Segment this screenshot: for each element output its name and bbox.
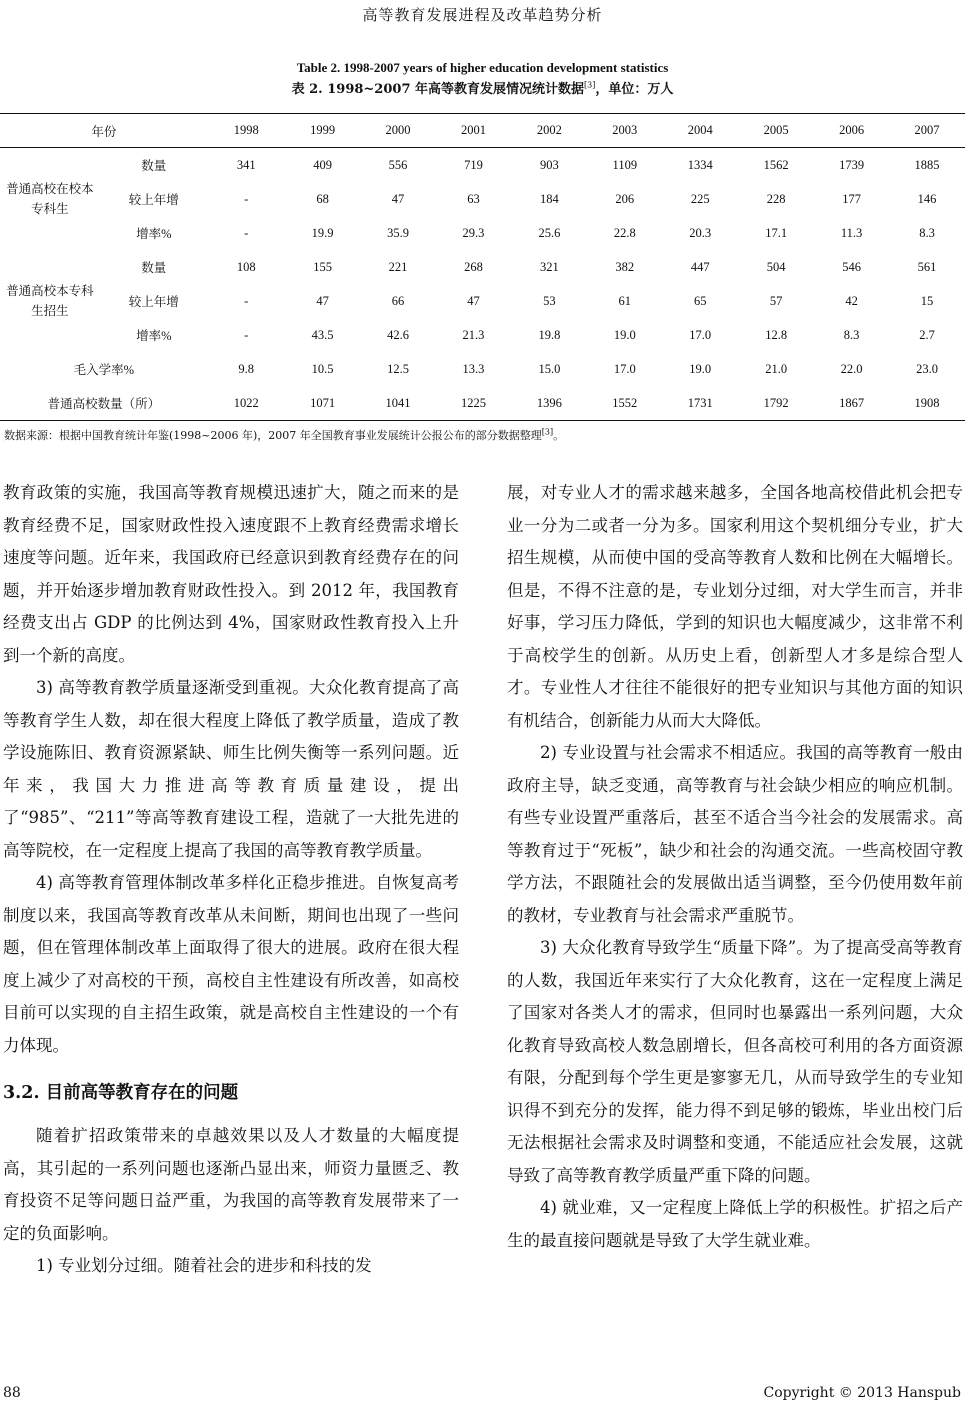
table-cell: 341 <box>236 157 256 172</box>
table-cell: 1552 <box>612 395 638 410</box>
source-ref: [3] <box>541 427 554 437</box>
table-cell: 17.0 <box>613 361 636 376</box>
table-cell: 17.1 <box>765 225 788 240</box>
table-cell: 9.8 <box>238 361 254 376</box>
table-cell: 29.3 <box>462 225 485 240</box>
row-label: 较上年增 <box>128 193 179 207</box>
table-title-en: Table 2. 1998-2007 years of higher education development statistics <box>296 60 669 75</box>
table-cell: 42 <box>845 293 858 308</box>
table-cell: 382 <box>615 259 635 274</box>
year-cell: 2005 <box>763 123 789 137</box>
table-cell: 19.8 <box>538 327 561 342</box>
table-cell: - <box>244 225 249 240</box>
table-header-row <box>0 114 965 148</box>
row-label: 数量 <box>141 261 167 275</box>
table-cell: 19.0 <box>613 327 636 342</box>
table-cell: 1885 <box>914 157 940 172</box>
right-column <box>507 477 963 1257</box>
table-cell: 66 <box>391 293 405 308</box>
year-cell: 2000 <box>385 123 411 137</box>
row-label: 较上年增 <box>128 295 179 309</box>
table-cell: 321 <box>540 259 559 274</box>
table-cell: 2.7 <box>919 327 935 342</box>
table-cell: 15 <box>920 293 934 308</box>
table-source-note <box>4 427 564 443</box>
source-text: 数据来源：根据中国教育统计年鉴(1998~2006 年)，2007 年全国教育事业发展统计公报公布的部分数据整理 <box>4 429 542 442</box>
table-cell: 225 <box>690 191 710 206</box>
table-cell: 1109 <box>612 157 638 172</box>
table-cell: 1041 <box>385 395 411 410</box>
year-cell: 1998 <box>233 123 259 137</box>
table-cell: 1792 <box>763 395 789 410</box>
table-cell: 221 <box>388 259 408 274</box>
table-row <box>0 352 965 386</box>
table-cell: 10.5 <box>311 361 334 376</box>
table-cell: 1022 <box>233 395 259 410</box>
table-title-ref: [3] <box>584 80 596 90</box>
table-cell: 61 <box>618 293 632 308</box>
year-cell: 2002 <box>536 123 562 137</box>
table-cell: 42.6 <box>387 327 409 342</box>
table-cell: 1908 <box>914 395 940 410</box>
table-cell: 22.8 <box>613 225 636 240</box>
left-column <box>3 477 459 1283</box>
table-row <box>0 216 965 250</box>
page-number: 88 <box>3 1385 21 1401</box>
table-row <box>0 148 965 183</box>
table-cell: 17.0 <box>689 327 712 342</box>
table-cell: 206 <box>615 191 635 206</box>
table-cell: 63 <box>467 191 480 206</box>
table-cell: 1071 <box>310 395 336 410</box>
paragraph: 展，对专业人才的需求越来越多，全国各地高校借此机会把专业一分为二或者一分为多。国家利用这个契机细分专业，扩大招生规模，从而使中国的受高等教育人数和比例在大幅增长。但是，不得不注意的是，专业划分过细，对大学生而言，并非好事，学习压力降低，学到的知识也大幅度减少，这非常不利于高校学生的创新。从历史上看，创新型人才多是综合型人才。专业性人才往往不能很好的把专业知识与其他方面的知识有机结合，创新能力从而大大降低。 <box>507 483 963 730</box>
running-header: 高等教育发展进程及改革趋势分析 <box>362 6 603 24</box>
table-cell: 47 <box>391 191 405 206</box>
table-cell: 8.3 <box>919 225 935 240</box>
table-cell: 21.3 <box>462 327 485 342</box>
paragraph: 2) 专业设置与社会需求不相适应。我国的高等教育一般由政府主导，缺乏变通，高等教育与社会缺少相应的响应机制。有些专业设置严重落后，甚至不适合当今社会的发展需求。高等教育过于“死板”，缺少和社会的沟通交流。一些高校固守教学方法，不跟随社会的发展做出适当调整，至今仍使用数年前的教材，专业教育与社会需求严重脱节。 <box>507 743 963 925</box>
row-label: 毛入学率% <box>73 363 135 377</box>
table-cell: 1562 <box>763 157 789 172</box>
paragraph: 4) 高等教育管理体制改革多样化正稳步推进。自恢复高考制度以来，我国高等教育改革从未间断，期间也出现了一些问题，但在管理体制改革上面取得了很大的进展。政府在很大程度上减少了对高校的干预，高校自主性建设有所改善，如高校目前可以实现的自主招生政策，就是高校自主性建设的一个有力体现。 <box>3 873 459 1055</box>
paragraph: 4) 就业难，又一定程度上降低上学的积极性。扩招之后产生的最直接问题就是导致了大学生就业难。 <box>507 1198 963 1250</box>
table-cell: 47 <box>316 293 329 308</box>
table-cell: 1739 <box>839 157 865 172</box>
table-cell: 155 <box>313 259 332 274</box>
table-cell: 184 <box>540 191 559 206</box>
copyright: Copyright © 2013 Hanspub <box>763 1385 961 1401</box>
table-cell: 23.0 <box>916 361 938 376</box>
year-cell: 1999 <box>310 123 336 137</box>
year-cell: 2004 <box>687 123 713 137</box>
statistics-table <box>0 113 965 421</box>
group-label: 普通高校在校本专科生 <box>6 182 94 216</box>
table-cell: 561 <box>917 259 937 274</box>
table-cell: 35.9 <box>387 225 409 240</box>
section-heading: 3.2. 目前高等教育存在的问题 <box>3 1083 239 1103</box>
table-cell: 21.0 <box>765 361 788 376</box>
table-title-zh <box>0 78 965 97</box>
table-cell: 25.6 <box>538 225 561 240</box>
table-cell: 146 <box>917 191 937 206</box>
table-cell: 504 <box>766 259 786 274</box>
table-cell: 43.5 <box>311 327 334 342</box>
year-cell: 2006 <box>839 123 865 137</box>
table-row <box>0 182 965 216</box>
table-cell: 19.0 <box>689 361 712 376</box>
table-title-unit: ，单位：万人 <box>595 82 674 97</box>
year-header: 年份 <box>91 124 117 139</box>
table-cell: 1867 <box>839 395 865 410</box>
table-cell: 8.3 <box>843 327 860 342</box>
table-cell: 15.0 <box>538 361 561 376</box>
table-cell: 409 <box>313 157 332 172</box>
table-cell: 108 <box>236 259 256 274</box>
table-cell: - <box>244 327 249 342</box>
year-cell: 2007 <box>914 123 940 137</box>
paragraph: 3) 高等教育教学质量逐渐受到重视。大众化教育提高了高等教育学生人数，却在很大程度上降低了教学质量，造成了教学设施陈旧、教育资源紧缺、师生比例失衡等一系列问题。近年来，我国大力推进高等教育质量建设，提出了“985”、“211”等高等教育建设工程，造就了一大批先进的高等院校，在一定程度上提高了我国的高等教育教学质量。 <box>3 678 459 860</box>
table-cell: - <box>244 191 249 206</box>
table-cell: 22.0 <box>840 361 863 376</box>
table-cell: 12.8 <box>765 327 788 342</box>
table-cell: 1225 <box>460 395 486 410</box>
paragraph: 1) 专业划分过细。随着社会的进步和科技的发 <box>36 1256 372 1275</box>
table-title-zh-text: 表 2. 1998~2007 年高等教育发展情况统计数据 <box>291 82 585 97</box>
table-cell: 228 <box>766 191 786 206</box>
row-label: 增率% <box>136 329 172 343</box>
table-cell: 177 <box>842 191 861 206</box>
table-cell: - <box>244 293 249 308</box>
table-cell: 11.3 <box>840 225 863 240</box>
table-cell: 1396 <box>536 395 562 410</box>
table-cell: 268 <box>464 259 483 274</box>
table-row <box>0 318 965 352</box>
table-row <box>0 250 965 284</box>
table-cell: 447 <box>690 259 710 274</box>
table-cell: 13.3 <box>462 361 485 376</box>
table-cell: 719 <box>464 157 483 172</box>
table-cell: 12.5 <box>387 361 409 376</box>
row-label: 普通高校数量（所） <box>47 397 161 411</box>
table-cell: 65 <box>693 293 707 308</box>
paragraph: 3) 大众化教育导致学生“质量下降”。为了提高受高等教育的人数，我国近年来实行了大众化教育，这在一定程度上满足了国家对各类人才的需求，但同时也暴露出一系列问题，大众化教育导致高校人数急剧增长，但各高校可利用的各方面资源有限，分配到每个学生更是寥寥无几，从而导致学生的专业知识得不到充分的发挥，能力得不到足够的锻炼，毕业出校门后无法根据社会需求及时调整和变通，不能适应社会发展，这就导致了高等教育教学质量严重下降的问题。 <box>507 938 963 1185</box>
row-label: 增率% <box>136 227 172 241</box>
year-cell: 2003 <box>612 123 638 137</box>
row-label: 数量 <box>141 159 167 173</box>
table-cell: 556 <box>388 157 408 172</box>
group-label: 普通高校本专科生招生 <box>6 284 94 318</box>
table-cell: 47 <box>467 293 480 308</box>
table-cell: 546 <box>842 259 861 274</box>
paragraph: 随着扩招政策带来的卓越效果以及人才数量的大幅度提高，其引起的一系列问题也逐渐凸显出来，师资力量匮乏、教育投资不足等问题日益严重，为我国的高等教育发展带来了一定的负面影响。 <box>3 1126 459 1243</box>
table-cell: 19.9 <box>311 225 334 240</box>
table-cell: 53 <box>543 293 556 308</box>
table-cell: 1334 <box>687 157 713 172</box>
table-cell: 903 <box>540 157 559 172</box>
table-cell: 1731 <box>687 395 713 410</box>
source-end: 。 <box>553 429 565 442</box>
table-row <box>0 284 965 318</box>
table-cell: 20.3 <box>689 225 712 240</box>
table-cell: 57 <box>769 293 783 308</box>
year-cell: 2001 <box>460 123 486 137</box>
paragraph: 教育政策的实施，我国高等教育规模迅速扩大，随之而来的是教育经费不足，国家财政性投入速度跟不上教育经费需求增长速度等问题。近年来，我国政府已经意识到教育经费存在的问题，并开始逐步增加教育财政性投入。到 2012 年，我国教育经费支出占 GDP 的比例达到 4%，国家财政性教育投入上升到一个新的高度。 <box>3 483 459 665</box>
table-row <box>0 386 965 421</box>
table-cell: 68 <box>316 191 329 206</box>
